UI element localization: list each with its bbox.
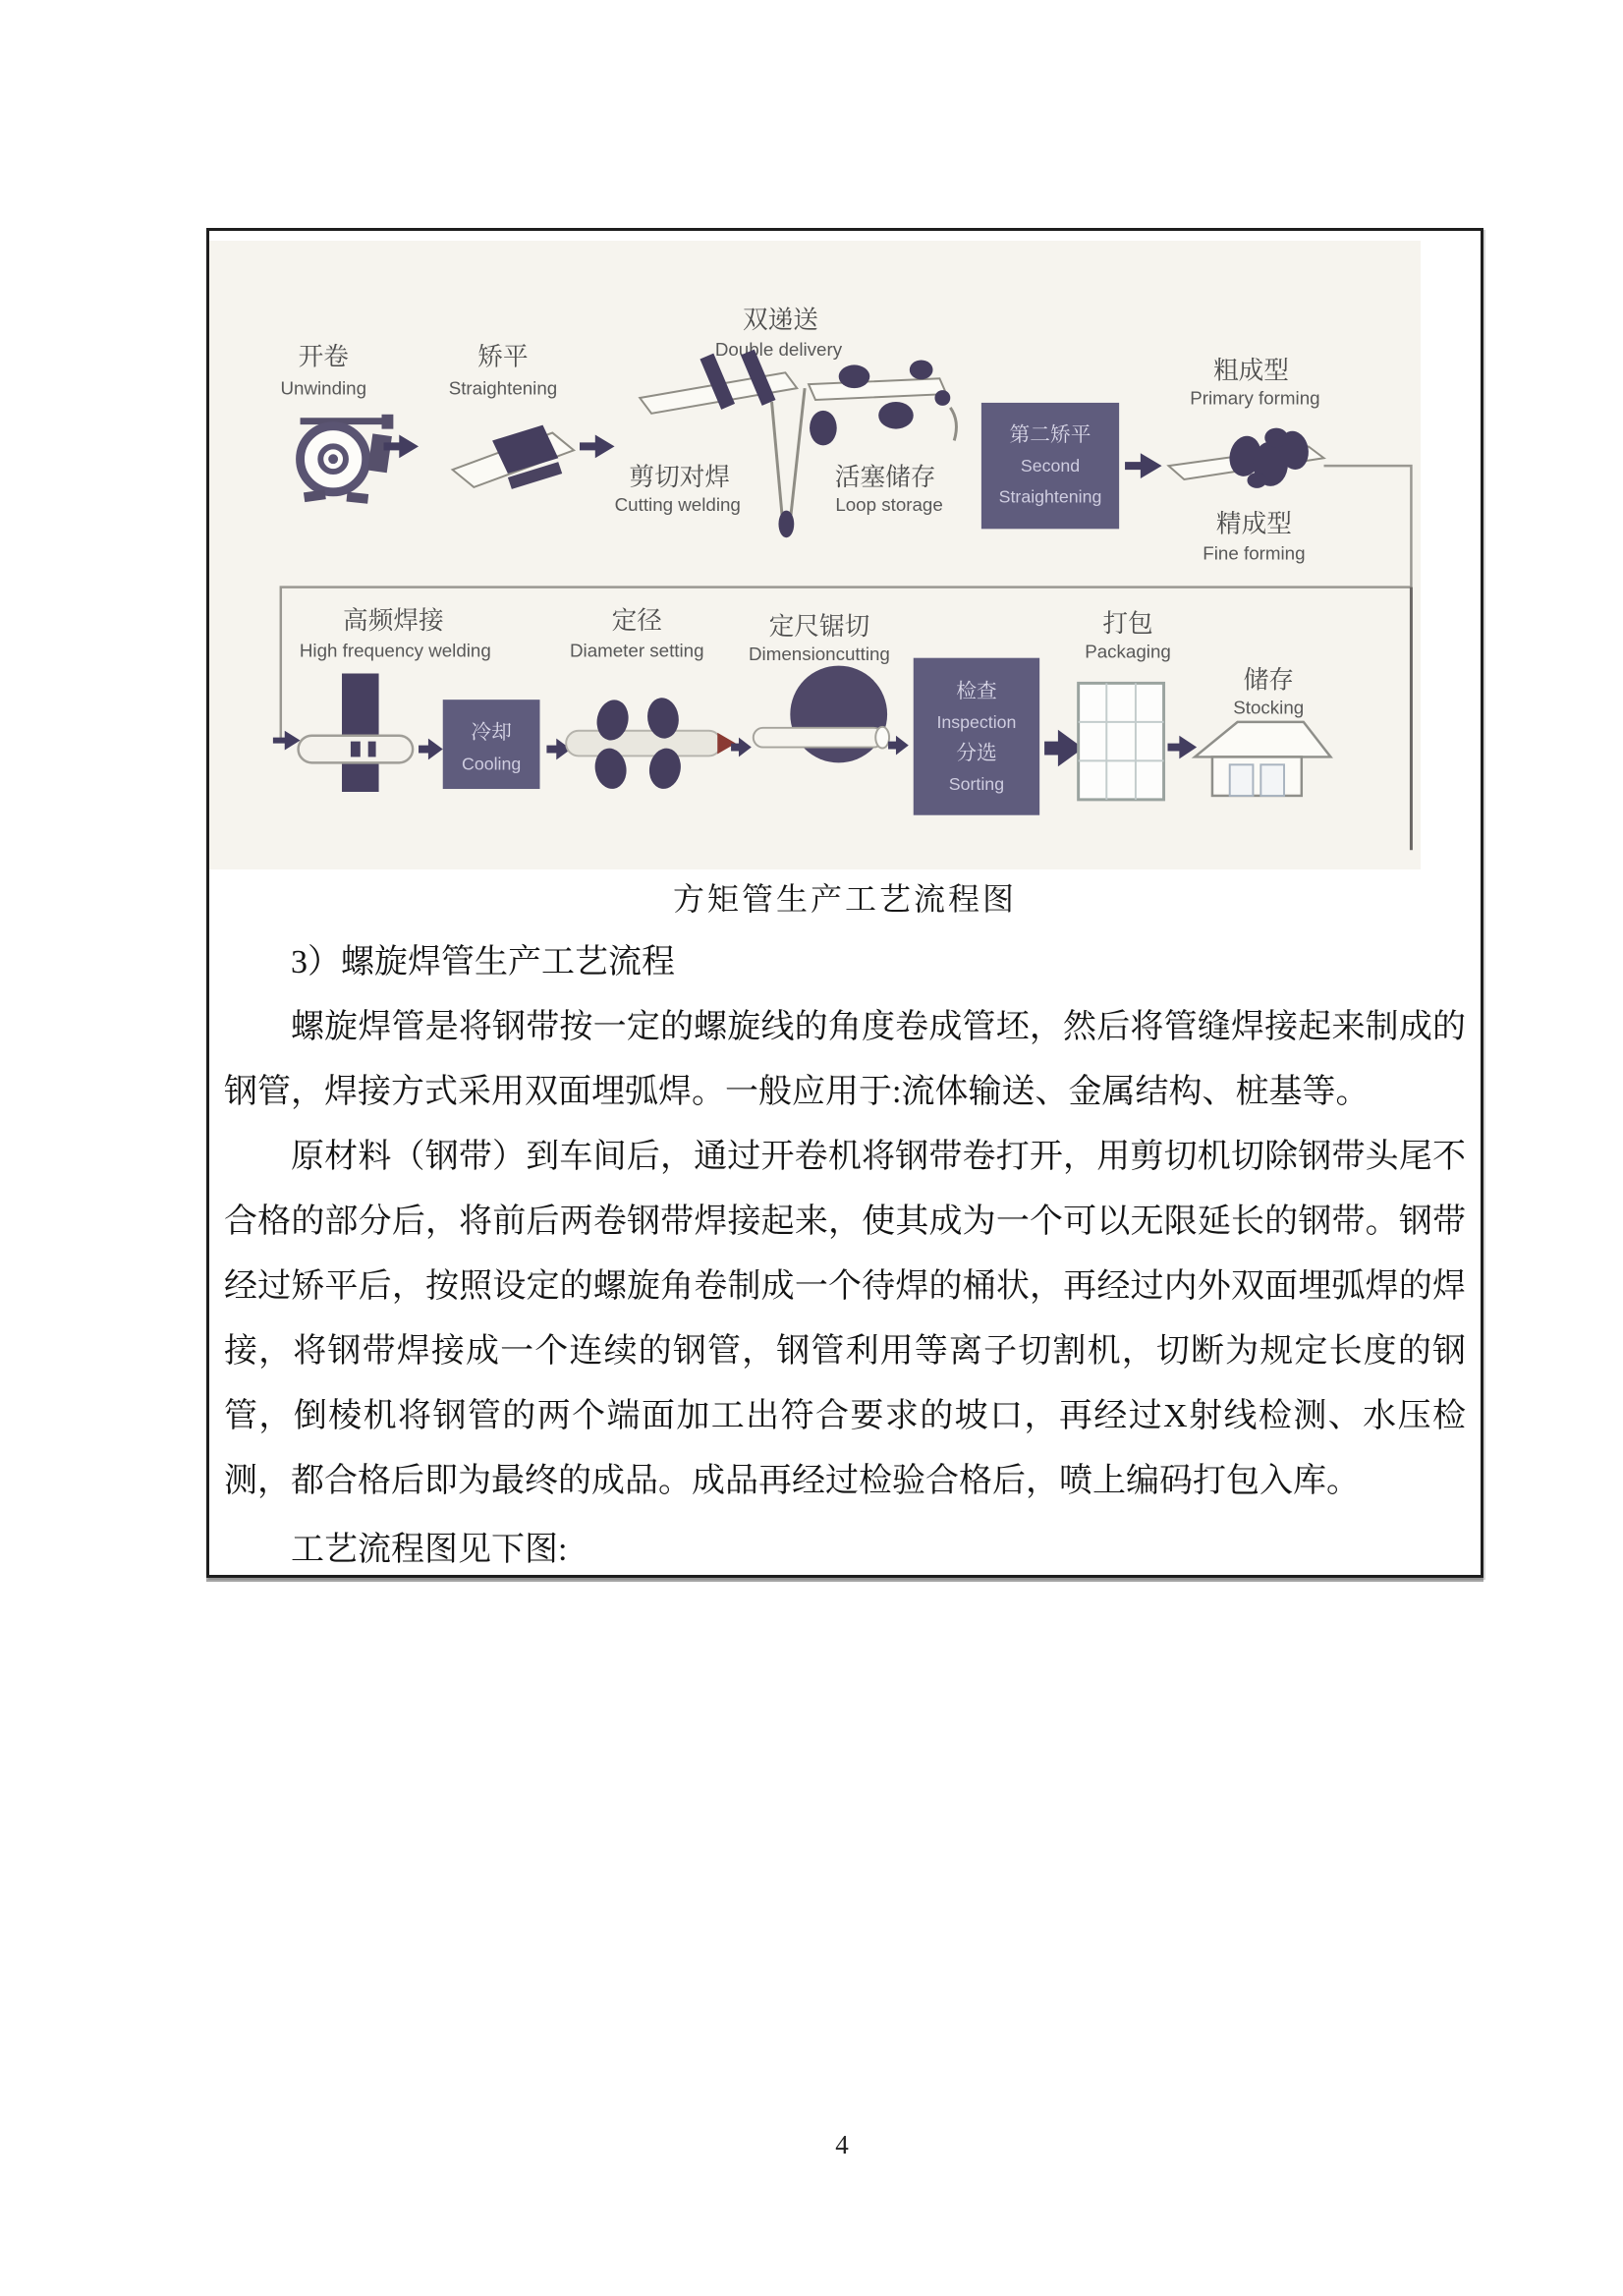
sorting-label-en: Sorting [948,774,1005,795]
dimension-cutting-label-en: Dimensioncutting [749,644,890,665]
unwinding-label-cn: 开卷 [298,343,349,371]
stocking-label-en: Stocking [1233,697,1305,718]
hf-welding-label-cn: 高频焊接 [343,607,444,636]
stocking-house-icon [1195,722,1330,796]
inspection-label-cn: 检查 [956,679,997,702]
fine-forming-label-en: Fine forming [1203,542,1306,564]
figure-caption: 方矩管生产工艺流程图 [672,881,1017,917]
packaging-label-en: Packaging [1085,641,1171,662]
primary-forming-label-cn: 粗成型 [1212,357,1289,385]
second-straightening-label-en2: Straightening [998,486,1102,507]
double-delivery-label-cn: 双递送 [742,306,818,334]
double-delivery-step [615,306,957,537]
paragraph-1: 螺旋焊管是将钢带按一定的螺旋线的角度卷成管坯，然后将管缝焊接起来制成的钢管，焊接方式采用双面埋弧焊。一般应用于:流体输送、金属结构、桩基等。 [224,1009,1466,1110]
arrow-7-icon [888,736,909,756]
paragraph-2: 原材料（钢带）到车间后，通过开卷机将钢带卷打开，用剪切机切除钢带头尾不合格的部分后，将前后两卷钢带焊接起来，使其成为一个可以无限延长的钢带。钢带经过矫平后，按照设定的螺旋角卷制成一个待焊的桶状，再经过内外双面埋弧焊的焊接，将钢带焊接成一个连续的钢管，钢管利用等离子切割机，切断为规定长度的钢管，倒棱机将钢管的两个端面加工出符合要求的坡口，再经过X射线检测、水压检测，都合格后即为最终的成品。成品再经过检验合格后，喷上编码打包入库。 [224,1139,1466,1499]
packaging-step [1079,609,1171,800]
straightening-plate-icon [453,425,574,489]
hf-welding-label-en: High frequency welding [299,640,491,661]
diameter-setting-step [566,606,736,791]
cooling-box [443,700,540,789]
packaging-label-cn: 打包 [1102,610,1153,639]
unwinding-label-en: Unwinding [280,377,367,399]
inspection-sorting-step [914,658,1039,815]
page-number: 4 [835,2130,849,2159]
process-flow-diagram [209,241,1421,869]
arrow-2-icon [580,435,615,459]
arrow-4-icon [419,739,443,760]
sorting-label-cn: 分选 [956,741,997,764]
fine-forming-label-cn: 精成型 [1215,510,1292,538]
arrow-6-icon [731,738,752,757]
second-straightening-label-en1: Second [1020,456,1081,476]
straightening-step [449,343,574,489]
diameter-setting-label-cn: 定径 [611,607,662,636]
straightening-label-cn: 矫平 [477,343,529,371]
dimension-cutting-label-cn: 定尺锯切 [768,613,870,642]
packaging-pallet-icon [1079,683,1164,800]
unwinding-step [280,343,393,504]
flow-diagram-svg [209,241,1421,869]
loop-storage-label-cn: 活塞储存 [834,463,936,491]
cooling-label-en: Cooling [461,754,522,774]
forming-step [1169,356,1324,563]
dimension-cutting-step [749,612,890,762]
primary-forming-label-en: Primary forming [1190,387,1320,409]
second-straightening-step [981,403,1119,529]
dimension-cutting-icon [754,666,889,763]
arrow-9-icon [1168,736,1198,759]
straightening-label-en: Straightening [448,377,558,399]
table-cell [206,228,1483,1578]
cooling-step [443,700,540,789]
cooling-label-cn: 冷却 [471,721,512,745]
double-delivery-label-en: Double delivery [714,339,843,361]
section-heading: 3）螺旋焊管生产工艺流程 [291,944,675,980]
document-body [209,930,1481,1583]
unwinding-coil-icon [301,415,394,504]
diameter-setting-icon [566,696,736,791]
cutting-welding-label-en: Cutting welding [614,494,741,516]
row2-entry-arrow-icon [273,731,301,751]
forming-rollers-icon [1169,428,1324,488]
diameter-setting-label-en: Diameter setting [570,640,704,661]
stocking-step [1195,665,1330,796]
paragraph-3: 工艺流程图见下图: [291,1532,568,1568]
loop-storage-label-en: Loop storage [835,494,943,516]
stocking-label-cn: 储存 [1243,666,1294,695]
inspection-label-en: Inspection [936,711,1017,732]
second-straightening-label-cn: 第二矫平 [1009,423,1091,447]
cutting-welding-label-cn: 剪切对焊 [629,463,731,491]
arrow-3-icon [1125,453,1162,478]
hf-welding-icon [299,673,414,791]
